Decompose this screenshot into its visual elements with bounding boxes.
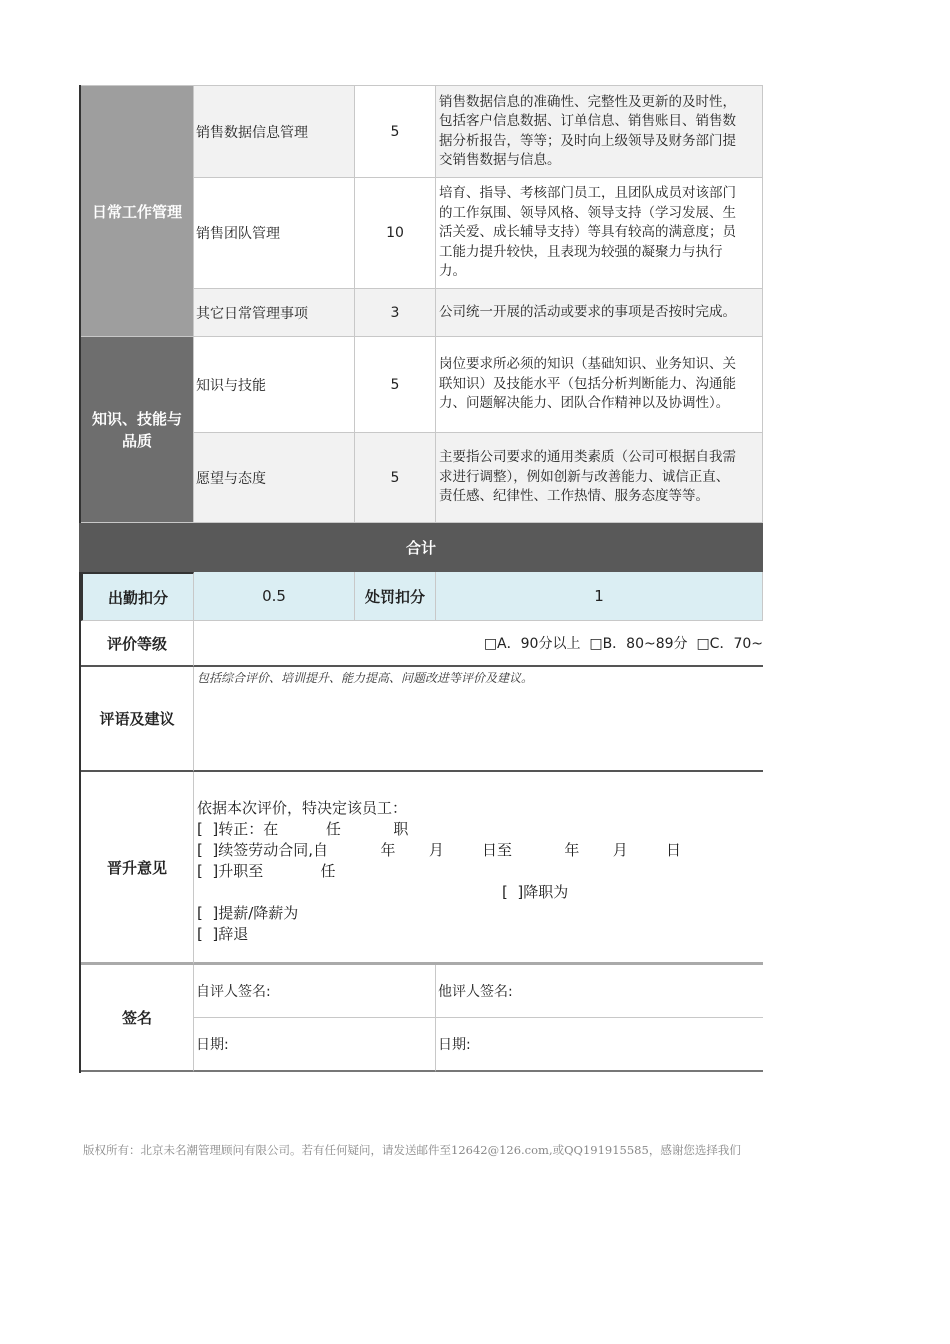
item-score: 5 xyxy=(390,123,400,140)
desc-line: 联知识）及技能水平（包括分析判断能力、沟通能 xyxy=(439,375,736,392)
grade-options[interactable]: □A．90分以上 □B．80~89分 □C．70~ xyxy=(483,636,763,652)
signature-label: 签名 xyxy=(121,1009,152,1027)
promotion-option[interactable]: [ ]转正：在 任 职 xyxy=(197,820,409,838)
comments-hint: 包括综合评价、培训提升、能力提高、问题改进等评价及建议。 xyxy=(197,671,534,685)
copyright-footer xyxy=(83,1142,763,1160)
item-score: 3 xyxy=(390,304,400,321)
other-date-field[interactable] xyxy=(436,1018,763,1072)
table-row-item xyxy=(194,337,355,433)
other-date-label: 日期: xyxy=(438,1037,471,1053)
item-name: 销售团队管理 xyxy=(196,226,280,242)
item-score: 10 xyxy=(386,225,404,241)
table-row-desc xyxy=(436,289,763,337)
promotion-option[interactable]: [ ]升职至 任 xyxy=(197,862,336,880)
comments-label: 评语及建议 xyxy=(99,710,175,728)
desc-line: 责任感、纪律性、工作热情、服务态度等等。 xyxy=(439,488,709,505)
desc-line: 活关爱、成长辅导支持）等具有较高的满意度；员 xyxy=(439,224,736,241)
attendance-label: 出勤扣分 xyxy=(107,588,168,607)
penalty-value: 1 xyxy=(594,587,604,605)
promotion-option[interactable]: [ ]辞退 xyxy=(197,925,249,943)
category-knowledge-label: 知识、技能与品质 xyxy=(91,409,182,450)
item-score: 5 xyxy=(390,376,400,393)
self-date-label: 日期: xyxy=(196,1037,229,1053)
promotion-line: 依据本次评价，特决定该员工： xyxy=(197,799,408,817)
desc-line: 求进行调整），例如创新与改善能力、诚信正直、 xyxy=(439,468,730,485)
desc-line: 据分析报告，等等；及时向上级领导及财务部门提 xyxy=(439,132,736,149)
item-name: 销售数据信息管理 xyxy=(196,124,308,141)
promotion-option[interactable]: [ ]续签劳动合同,自 年 月 日至 年 月 日 xyxy=(197,841,681,859)
penalty-label: 处罚扣分 xyxy=(364,587,425,606)
item-name: 其它日常管理事项 xyxy=(196,305,308,322)
other-signature-label: 他评人签名: xyxy=(438,984,513,1000)
desc-line: 力。 xyxy=(439,263,466,280)
item-name: 知识与技能 xyxy=(196,377,266,394)
desc-line: 销售数据信息的准确性、完整性及更新的及时性， xyxy=(439,93,736,110)
table-row-score xyxy=(355,85,436,178)
promotion-label: 晋升意见 xyxy=(106,858,167,877)
category-daily-label: 日常工作管理 xyxy=(91,202,182,221)
grade-options-cell[interactable] xyxy=(194,621,763,667)
comments-label-cell xyxy=(81,667,194,772)
category-daily-work xyxy=(81,85,194,337)
signature-label-cell xyxy=(81,965,194,1072)
self-date-field[interactable] xyxy=(194,1018,436,1072)
desc-line: 工能力提升较快，且表现为较强的凝聚力与执行 xyxy=(439,243,723,260)
penalty-value-cell xyxy=(436,572,763,621)
desc-line: 包括客户信息数据、订单信息、销售账目、销售数 xyxy=(439,113,736,129)
attendance-label-cell xyxy=(81,572,194,621)
desc-line: 交销售数据与信息。 xyxy=(439,152,561,168)
promotion-option[interactable]: [ ]降职为 xyxy=(502,883,569,901)
table-row-score xyxy=(355,337,436,433)
comments-field[interactable] xyxy=(194,667,763,772)
self-signature-field[interactable] xyxy=(194,965,436,1018)
total-row xyxy=(79,523,763,572)
table-row-desc xyxy=(436,433,763,523)
promotion-label-cell xyxy=(81,772,194,965)
grade-label: 评价等级 xyxy=(106,634,167,653)
table-row-item xyxy=(194,85,355,178)
total-label: 合计 xyxy=(405,539,436,557)
table-row-score xyxy=(355,289,436,337)
table-row-score xyxy=(355,433,436,523)
table-row-item xyxy=(194,433,355,523)
desc-line: 公司统一开展的活动或要求的事项是否按时完成。 xyxy=(439,303,736,320)
desc-line: 岗位要求所必须的知识（基础知识、业务知识、关 xyxy=(439,356,736,373)
self-signature-label: 自评人签名: xyxy=(196,984,271,1000)
attendance-value: 0.5 xyxy=(262,587,286,605)
desc-line: 主要指公司要求的通用类素质（公司可根据自我需 xyxy=(439,449,736,466)
table-row-item xyxy=(194,178,355,289)
table-row-score xyxy=(355,178,436,289)
penalty-label-cell xyxy=(355,572,436,621)
attendance-value-cell xyxy=(194,572,355,621)
item-name: 愿望与态度 xyxy=(196,470,266,487)
table-row-item xyxy=(194,289,355,337)
promotion-option[interactable]: [ ]提薪/降薪为 xyxy=(197,904,299,922)
table-row-desc xyxy=(436,178,763,289)
desc-line: 培育、指导、考核部门员工，且团队成员对该部门 xyxy=(439,185,736,202)
other-signature-field[interactable] xyxy=(436,965,763,1018)
table-row-desc xyxy=(436,337,763,433)
desc-line: 力、问题解决能力、团队合作精神以及协调性）。 xyxy=(439,395,730,412)
item-score: 5 xyxy=(390,469,400,486)
grade-label-cell xyxy=(81,621,194,667)
category-knowledge xyxy=(81,337,194,523)
table-row-desc xyxy=(436,85,763,178)
copyright-text: 版权所有：北京未名潮管理顾问有限公司。若有任何疑问，请发送邮件至12642@126.com,或QQ191915585，感谢您选择我们 xyxy=(83,1143,741,1157)
desc-line: 的工作氛围、领导风格、领导支持（学习发展、生 xyxy=(439,204,736,221)
